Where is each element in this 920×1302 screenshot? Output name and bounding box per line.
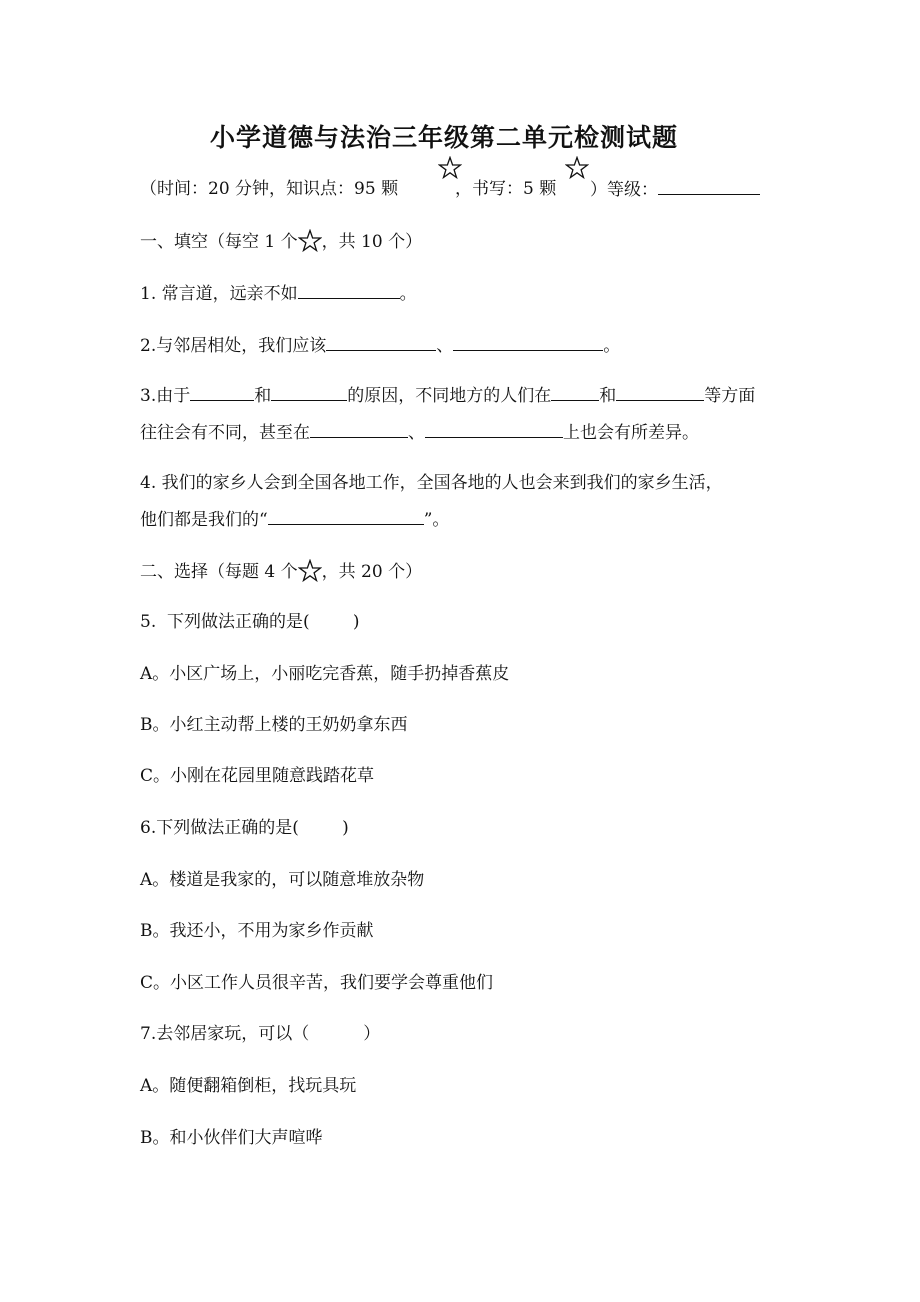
time-info: （时间：20 分钟，知识点：95 颗 (140, 179, 399, 199)
star-icon (298, 559, 322, 583)
option-a[interactable]: A。小区广场上，小丽吃完香蕉，随手扔掉香蕉皮 (140, 664, 510, 684)
answer-blank[interactable] (298, 282, 400, 299)
answer-blank[interactable] (271, 384, 347, 401)
answer-blank[interactable] (453, 334, 603, 351)
option-c[interactable]: C。小区工作人员很辛苦，我们要学会尊重他们 (140, 973, 494, 993)
question-3-line-2: 往往会有不同，甚至在 、 上也会有所差异。 (140, 423, 699, 443)
exam-info (140, 178, 398, 200)
question-6: 6.下列做法正确的是( ) (140, 818, 349, 838)
question-5: 5. 下列做法正确的是( ) (140, 612, 360, 632)
grade-label: ）等级： (590, 178, 760, 201)
answer-blank[interactable] (616, 384, 704, 401)
option-b[interactable]: B。和小伙伴们大声喧哗 (140, 1128, 323, 1148)
star-icon (565, 156, 589, 180)
question-2: 2.与邻居相处，我们应该 、 。 (140, 336, 621, 356)
question-3-line-1: 3.由于 和 的原因，不同地方的人们在 和 等方面 (140, 386, 756, 406)
star-icon (438, 156, 462, 180)
option-c[interactable]: C。小刚在花园里随意践踏花草 (140, 766, 375, 786)
star-icon (298, 229, 322, 253)
section-heading-choice: 二、选择（每题 4 个 ，共 20 个） (140, 559, 422, 583)
answer-blank[interactable] (268, 508, 424, 525)
answer-blank[interactable] (425, 421, 563, 438)
question-7: 7.去邻居家玩，可以（ ） (140, 1024, 381, 1044)
question-4-line-2: 他们都是我们的“ ”。 (140, 510, 450, 530)
option-b[interactable]: B。小红主动帮上楼的王奶奶拿东西 (140, 715, 408, 735)
answer-blank[interactable] (551, 384, 599, 401)
option-a[interactable]: A。随便翻箱倒柜，找玩具玩 (140, 1076, 357, 1096)
answer-blank[interactable] (310, 421, 408, 438)
option-a[interactable]: A。楼道是我家的，可以随意堆放杂物 (140, 870, 425, 890)
option-b[interactable]: B。我还小，不用为家乡作贡献 (140, 921, 374, 941)
grade-blank[interactable] (658, 178, 760, 195)
writing-info: ，书写：5 颗 (455, 179, 557, 199)
answer-blank[interactable] (190, 384, 254, 401)
page-title: 小学道德与法治三年级第二单元检测试题 (210, 123, 679, 152)
question-4-line-1: 4. 我们的家乡人会到全国各地工作，全国各地的人也会来到我们的家乡生活， (140, 473, 723, 493)
answer-blank[interactable] (326, 334, 436, 351)
question-1: 1. 常言道，远亲不如 。 (140, 284, 417, 304)
section-heading-fill: 一、填空（每空 1 个 ，共 10 个） (140, 229, 422, 253)
